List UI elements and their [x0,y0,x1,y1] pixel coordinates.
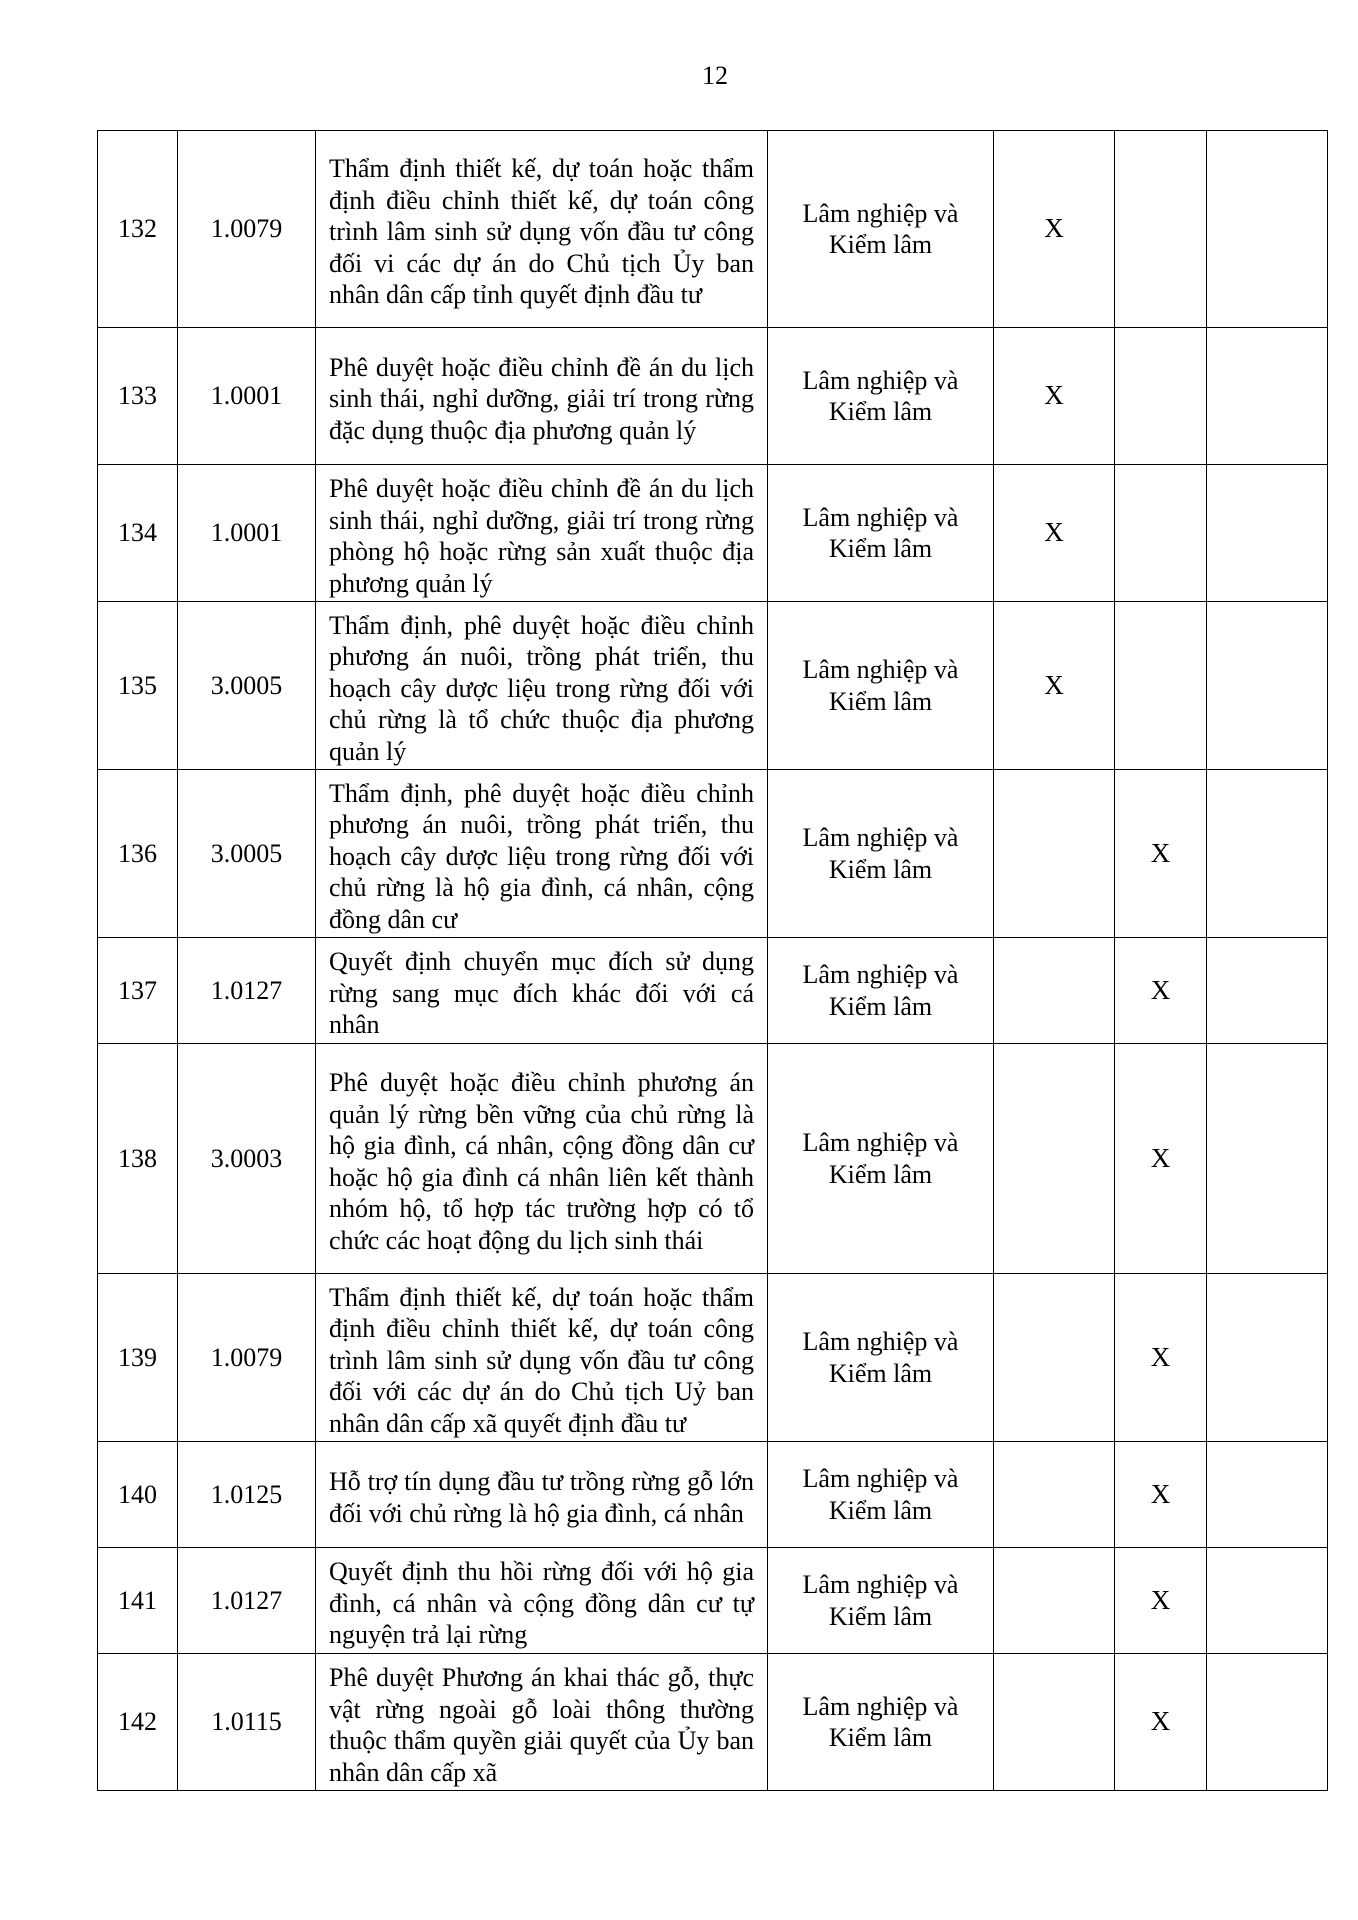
field-line-2: Kiểm lâm [828,854,933,884]
procedure-code-cell: 1.0079 [178,1274,316,1442]
level-mark-cell-3 [1207,1654,1328,1791]
field-line-1: Lâm nghiệp và [802,502,959,532]
field-cell [768,131,994,328]
level-mark-cell-1: X [994,465,1115,602]
field-line-1: Lâm nghiệp và [802,960,959,989]
procedure-code-cell: 3.0003 [178,1044,316,1274]
row-number-cell: 137 [98,938,178,1044]
procedure-name-cell: Phê duyệt Phương án khai thác gỗ, thực vật rừng ngoài gỗ loài thông thường thuộc thẩm quyền giải quyết của Ủy ban nhân dân cấp xã [316,1654,768,1791]
procedure-name-cell: Thẩm định, phê duyệt hoặc điều chỉnh phương án nuôi, trồng phát triển, thu hoạch cây dược liệu trong rừng đối với chủ rừng là tổ chức thuộc địa phương quản lý [316,602,768,770]
field-cell [768,1274,994,1442]
table-row [98,131,1328,328]
field-line-1: Lâm nghiệp và [802,655,959,684]
table-row [98,1044,1328,1274]
level-mark-cell-2: X [1115,1442,1207,1548]
procedure-code-cell: 1.0115 [178,1654,316,1791]
level-mark-cell-2: X [1115,1654,1207,1791]
table-body [98,131,1328,1791]
level-mark-cell-2: X [1115,1548,1207,1654]
table-row [98,1654,1328,1791]
field-line-2: Kiểm lâm [828,1723,933,1752]
procedure-name-cell: Phê duyệt hoặc điều chỉnh đề án du lịch sinh thái, nghỉ dưỡng, giải trí trong rừng phòng hộ hoặc rừng sản xuất thuộc địa phương quản lý [316,465,768,602]
row-number-cell: 134 [98,465,178,602]
level-mark-cell-3 [1207,1044,1328,1274]
row-number-cell: 135 [98,602,178,770]
level-mark-cell-1 [994,1274,1115,1442]
row-number-cell: 133 [98,328,178,465]
table-row [98,1548,1328,1654]
level-mark-cell-2: X [1115,770,1207,938]
field-line-2: Kiểm lâm [828,686,933,716]
field-line-2: Kiểm lâm [828,534,933,563]
field-cell [768,1548,994,1654]
table-row [98,770,1328,938]
procedure-name-cell: Thẩm định thiết kế, dự toán hoặc thẩm định điều chỉnh thiết kế, dự toán công trình lâm sinh sử dụng vốn đầu tư công đối vi các dự án do Chủ tịch Ủy ban nhân dân cấp tỉnh quyết định đầu tư [316,131,768,328]
page-number: 12 [702,61,728,90]
field-line-1: Lâm nghiệp và [802,1128,959,1157]
level-mark-cell-3 [1207,1442,1328,1548]
level-mark-cell-1 [994,1654,1115,1791]
table-row [98,328,1328,465]
field-cell [768,770,994,938]
field-cell [768,1044,994,1274]
level-mark-cell-1: X [994,328,1115,465]
level-mark-cell-1 [994,1044,1115,1274]
procedure-name-cell: Quyết định chuyển mục đích sử dụng rừng sang mục đích khác đối với cá nhân [316,938,768,1044]
field-line-2: Kiểm lâm [828,1358,933,1388]
procedure-name-cell: Quyết định thu hồi rừng đối với hộ gia đình, cá nhân và cộng đồng dân cư tự nguyện trả lại rừng [316,1548,768,1654]
level-mark-cell-1 [994,1548,1115,1654]
level-mark-cell-3 [1207,465,1328,602]
table-row [98,1442,1328,1548]
field-line-1: Lâm nghiệp và [802,1327,959,1356]
level-mark-cell-2 [1115,328,1207,465]
table-row [98,465,1328,602]
row-number-cell: 132 [98,131,178,328]
procedure-code-cell: 1.0001 [178,465,316,602]
procedure-code-cell: 1.0127 [178,1548,316,1654]
procedure-name-cell: Hỗ trợ tín dụng đầu tư trồng rừng gỗ lớn đối với chủ rừng là hộ gia đình, cá nhân [316,1442,768,1548]
procedure-code-cell: 3.0005 [178,770,316,938]
field-line-1: Lâm nghiệp và [802,1691,959,1721]
table-row [98,938,1328,1044]
procedure-name-cell: Phê duyệt hoặc điều chỉnh đề án du lịch sinh thái, nghỉ dưỡng, giải trí trong rừng đặc dụng thuộc địa phương quản lý [316,328,768,465]
procedure-code-cell: 3.0005 [178,602,316,770]
field-line-2: Kiểm lâm [828,1159,933,1189]
field-line-1: Lâm nghiệp và [802,365,959,395]
field-line-1: Lâm nghiệp và [802,1464,959,1493]
level-mark-cell-1: X [994,602,1115,770]
field-line-2: Kiểm lâm [828,397,933,426]
procedure-name-cell: Thẩm định, phê duyệt hoặc điều chỉnh phương án nuôi, trồng phát triển, thu hoạch cây dược liệu trong rừng đối với chủ rừng là hộ gia đình, cá nhân, cộng đồng dân cư [316,770,768,938]
level-mark-cell-1 [994,1442,1115,1548]
procedure-code-cell: 1.0079 [178,131,316,328]
row-number-cell: 138 [98,1044,178,1274]
procedure-table [97,130,1328,1791]
level-mark-cell-3 [1207,602,1328,770]
procedure-name-cell: Phê duyệt hoặc điều chỉnh phương án quản lý rừng bền vững của chủ rừng là hộ gia đình, cá nhân, cộng đồng dân cư hoặc hộ gia đình cá nhân liên kết thành nhóm hộ, tổ hợp tác trường hợp có tổ chức các hoạt động du lịch sinh thái [316,1044,768,1274]
procedure-code-cell: 1.0125 [178,1442,316,1548]
field-cell [768,602,994,770]
level-mark-cell-1: X [994,131,1115,328]
field-line-2: Kiểm lâm [828,230,933,259]
field-line-2: Kiểm lâm [828,1495,933,1525]
field-cell [768,465,994,602]
level-mark-cell-1 [994,770,1115,938]
row-number-cell: 140 [98,1442,178,1548]
field-cell [768,938,994,1044]
field-line-1: Lâm nghiệp và [802,1570,959,1599]
procedure-code-cell: 1.0001 [178,328,316,465]
field-line-1: Lâm nghiệp và [802,823,959,852]
level-mark-cell-2 [1115,131,1207,328]
level-mark-cell-2: X [1115,938,1207,1044]
level-mark-cell-3 [1207,938,1328,1044]
field-cell [768,328,994,465]
level-mark-cell-2: X [1115,1044,1207,1274]
level-mark-cell-3 [1207,328,1328,465]
level-mark-cell-1 [994,938,1115,1044]
table-row [98,602,1328,770]
level-mark-cell-3 [1207,770,1328,938]
row-number-cell: 136 [98,770,178,938]
procedure-code-cell: 1.0127 [178,938,316,1044]
level-mark-cell-3 [1207,1274,1328,1442]
level-mark-cell-3 [1207,131,1328,328]
row-number-cell: 142 [98,1654,178,1791]
level-mark-cell-3 [1207,1548,1328,1654]
field-cell [768,1442,994,1548]
procedure-name-cell: Thẩm định thiết kế, dự toán hoặc thẩm định điều chỉnh thiết kế, dự toán công trình lâm sinh sử dụng vốn đầu tư công đối với các dự án do Chủ tịch Uỷ ban nhân dân cấp xã quyết định đầu tư [316,1274,768,1442]
field-line-2: Kiểm lâm [828,991,933,1021]
level-mark-cell-2 [1115,602,1207,770]
level-mark-cell-2 [1115,465,1207,602]
table-row [98,1274,1328,1442]
row-number-cell: 141 [98,1548,178,1654]
row-number-cell: 139 [98,1274,178,1442]
field-line-2: Kiểm lâm [828,1601,933,1631]
field-line-1: Lâm nghiệp và [802,198,959,228]
field-cell [768,1654,994,1791]
level-mark-cell-2: X [1115,1274,1207,1442]
